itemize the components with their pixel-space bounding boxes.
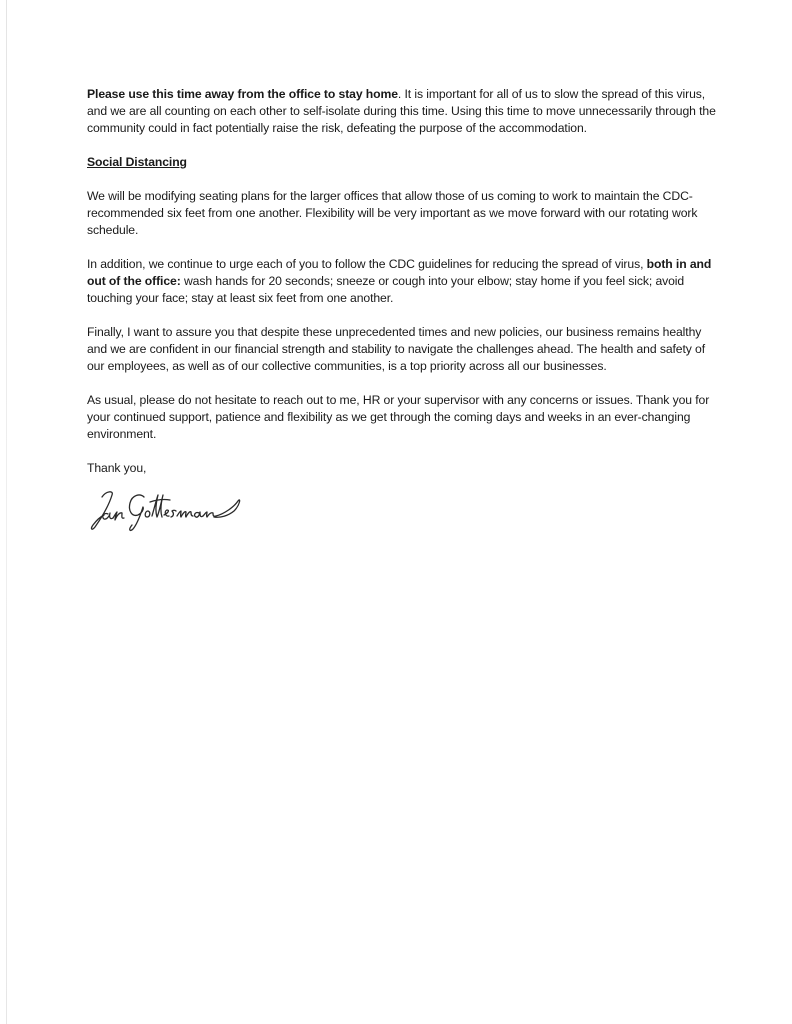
section-heading-social-distancing: Social Distancing (87, 155, 187, 169)
scan-edge (6, 0, 7, 1024)
paragraph-cdc-guidelines (87, 256, 719, 307)
closing-line: Thank you, (87, 461, 147, 475)
signature (88, 487, 248, 533)
stay-home-text: . It is important for all of us to slow the spread of this virus, and we are all counting on each other to self-isolate during this time. Using this time to move unnecessarily through the community could in fact potentially raise the risk, defeating the purpose of the accommodation. (87, 87, 716, 135)
paragraph-stay-home (87, 86, 719, 137)
paragraph-seating-plans: We will be modifying seating plans for the larger offices that allow those of us coming to work to maintain the CDC-recommended six feet from one another. Flexibility will be very important as we move forward with our rotating work schedule. (87, 189, 698, 237)
cdc-guidelines-list: wash hands for 20 seconds; sneeze or cough into your elbow; stay home if you feel sick; avoid touching your face; stay at least six feet from one another. (87, 274, 685, 305)
cdc-guidelines-emphasis: both in and out of the office: (87, 257, 712, 288)
letter-body (87, 86, 719, 533)
paragraph-contact: As usual, please do not hesitate to reach out to me, HR or your supervisor with any concerns or issues. Thank you for your continued support, patience and flexibility as we get through the coming days and weeks in an ever-changing environment. (87, 393, 710, 441)
stay-home-emphasis: Please use this time away from the office to stay home (87, 87, 398, 101)
cdc-guidelines-intro: In addition, we continue to urge each of you to follow the CDC guidelines for reducing the spread of virus, (87, 257, 647, 271)
paragraph-business-health: Finally, I want to assure you that despite these unprecedented times and new policies, our business remains healthy and we are confident in our financial strength and stability to navigate the challenges ahead. The health and safety of our employees, as well as of our collective communities, is a top priority across all our businesses. (87, 325, 705, 373)
